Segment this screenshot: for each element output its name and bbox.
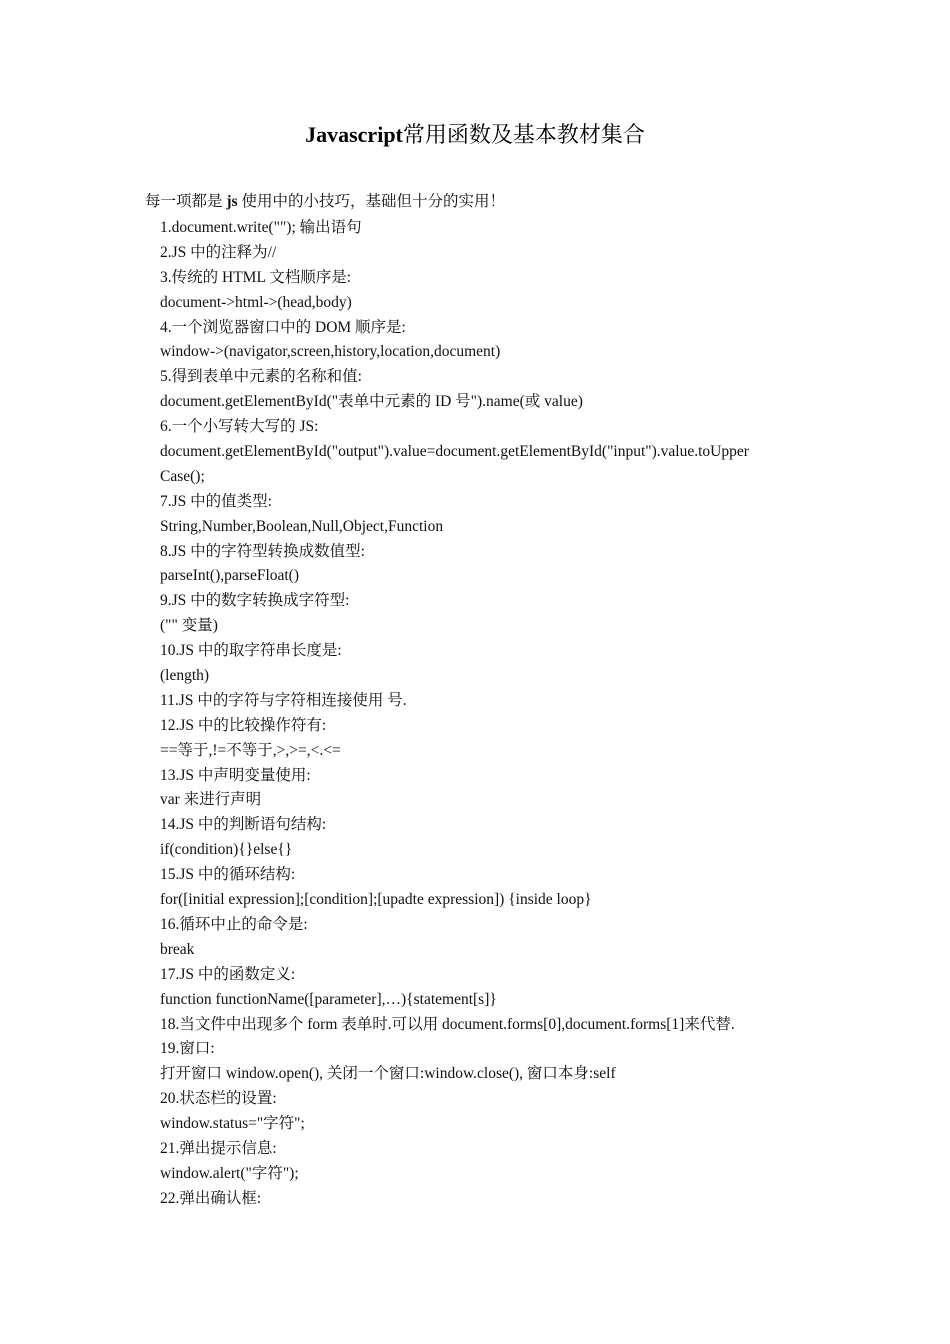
text-line: 14.JS 中的判断语句结构:: [160, 816, 327, 834]
text-line: 3.传统的 HTML 文档顺序是:: [160, 268, 352, 286]
text-line: 15.JS 中的循环结构:: [160, 866, 296, 884]
text-line: 12.JS 中的比较操作符有:: [160, 716, 327, 734]
text-line: 11.JS 中的字符与字符相连接使用 号.: [160, 691, 407, 709]
text-line: window.alert("字符");: [160, 1164, 299, 1182]
intro-line: [145, 191, 505, 213]
text-line: 16.循环中止的命令是:: [160, 915, 308, 933]
text-line: 19.窗口:: [160, 1040, 215, 1058]
text-line: 9.JS 中的数字转换成字符型:: [160, 592, 350, 610]
intro-after: 使用中的小技巧，基础但十分的实用！: [241, 193, 505, 210]
text-line: 1.document.write(""); 输出语句: [160, 219, 362, 236]
text-line: document->html->(head,body): [160, 293, 352, 311]
text-line: 10.JS 中的取字符串长度是:: [160, 642, 342, 660]
text-line: 8.JS 中的字符型转换成数值型:: [160, 542, 365, 560]
intro-bold: js: [226, 193, 238, 210]
text-line: window.status="字符";: [160, 1115, 305, 1133]
text-line: 13.JS 中声明变量使用:: [160, 766, 311, 784]
text-line: 22.弹出确认框:: [160, 1189, 262, 1207]
text-line: 打开窗口 window.open(), 关闭一个窗口:window.close(), 窗口本身:self: [160, 1065, 616, 1083]
text-line: (length): [160, 667, 210, 685]
text-line: break: [160, 940, 195, 958]
text-line: 21.弹出提示信息:: [160, 1139, 277, 1157]
text-line: ("" 变量): [160, 617, 218, 635]
text-line: 2.JS 中的注释为//: [160, 243, 277, 261]
text-line: 18.当文件中出现多个 form 表单时.可以用 document.forms[0],document.forms[1]来代替.: [160, 1015, 735, 1033]
text-line: function functionName([parameter],…){statement[s]}: [160, 990, 497, 1008]
text-line: var 来进行声明: [160, 791, 262, 809]
text-line: 7.JS 中的值类型:: [160, 492, 272, 510]
text-line: ==等于,!=不等于,>,>=,<.<=: [160, 741, 341, 759]
text-line: String,Number,Boolean,Null,Object,Function: [160, 517, 444, 535]
intro-before: 每一项都是: [145, 193, 223, 210]
text-line: 6.一个小写转大写的 JS:: [160, 418, 319, 436]
text-line: 20.状态栏的设置:: [160, 1090, 277, 1108]
title-cjk: 常用函数及基本教材集合: [402, 122, 645, 147]
text-line: for([initial expression];[condition];[upadte expression]) {inside loop}: [160, 891, 592, 909]
text-line: document.getElementById("output").value=document.getElementById("input").value.toUpper: [160, 443, 749, 461]
text-line: window->(navigator,screen,history,location,document): [160, 343, 501, 361]
text-line: Case();: [160, 467, 205, 485]
content-lines: [160, 216, 810, 1212]
text-line: 4.一个浏览器窗口中的 DOM 顺序是:: [160, 318, 406, 336]
text-line: 5.得到表单中元素的名称和值:: [160, 368, 362, 386]
text-line: parseInt(),parseFloat(): [160, 567, 300, 585]
text-line: 17.JS 中的函数定义:: [160, 965, 296, 983]
text-line: document.getElementById("表单中元素的 ID 号").name(或 value): [160, 393, 583, 411]
title-latin: Javascript: [305, 122, 403, 147]
text-line: if(condition){}else{}: [160, 841, 293, 859]
document-title: [0, 120, 950, 150]
